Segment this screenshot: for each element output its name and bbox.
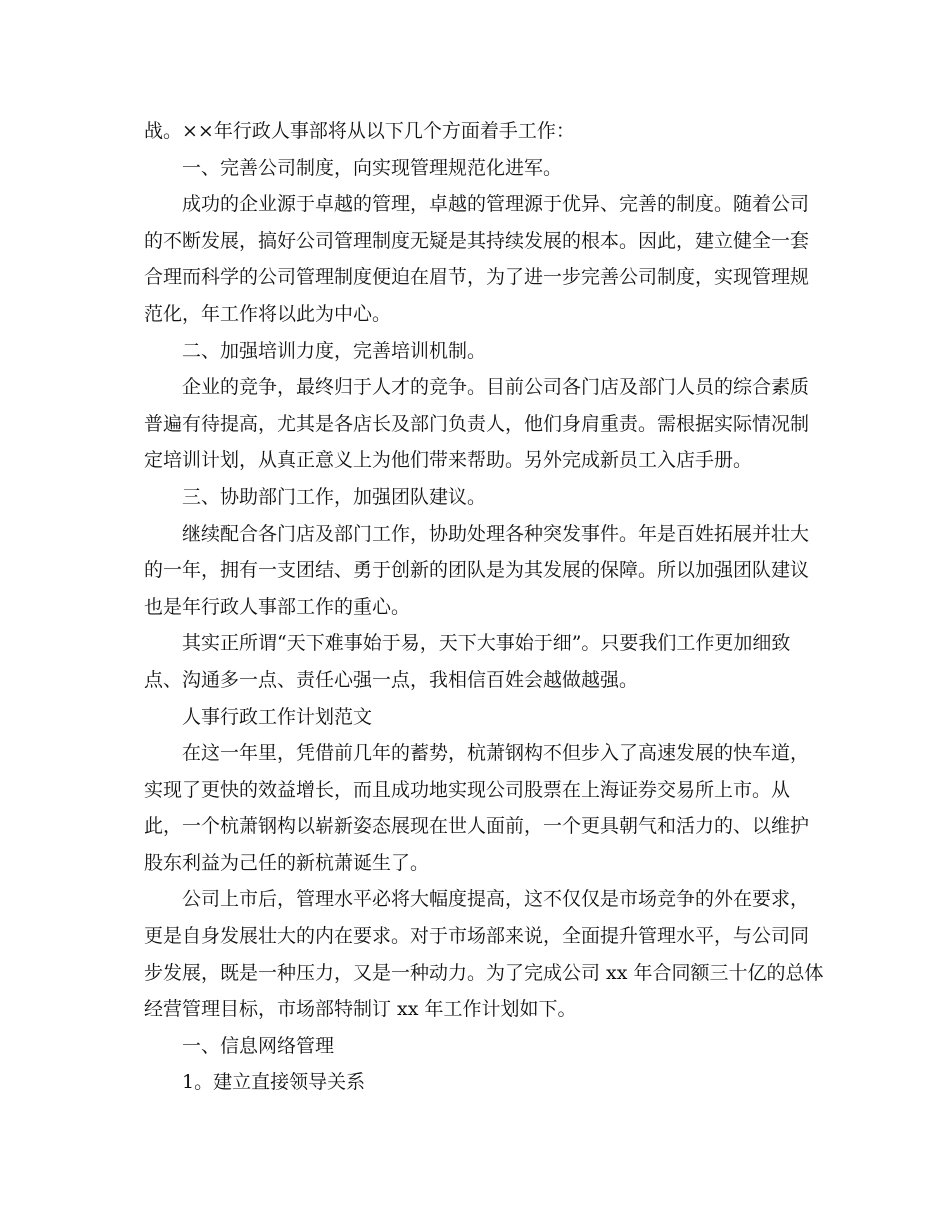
text-line: 范化，年工作将以此为中心。 <box>144 302 392 325</box>
text-line: 企业的竞争，最终归于人才的竞争。目前公司各门店及部门人员的综合素质 <box>182 376 810 399</box>
text-line: 公司上市后，管理水平必将大幅度提高，这不仅仅是市场竞争的外在要求， <box>182 888 810 911</box>
text-line: 点、沟通多一点、责任心强一点，我相信百姓会越做越强。 <box>144 668 639 691</box>
document-title: 人事行政工作计划范文 <box>182 705 373 728</box>
text-line: 合理而科学的公司管理制度便迫在眉节，为了进一步完善公司制度，实现管理规 <box>144 266 810 289</box>
section-heading: 一、信息网络管理 <box>182 1034 335 1057</box>
text-line: 继续配合各门店及部门工作，协助处理各种突发事件。年是百姓拓展并壮大 <box>182 522 810 545</box>
document-body <box>144 113 824 1101</box>
text-line: 步发展，既是一种压力，又是一种动力。为了完成公司 xx 年合同额三十亿的总体 <box>144 961 824 984</box>
text-line: 经营管理目标，市场部特制订 xx 年工作计划如下。 <box>144 998 577 1021</box>
text-line: 更是自身发展壮大的内在要求。对于市场部来说，全面提升管理水平，与公司同 <box>144 925 810 948</box>
text-line: 的不断发展，搞好公司管理制度无疑是其持续发展的根本。因此，建立健全一套 <box>144 229 810 252</box>
text-line: 股东利益为己任的新杭萧诞生了。 <box>144 851 430 874</box>
text-line: 实现了更快的效益增长，而且成功地实现公司股票在上海证券交易所上市。从 <box>144 778 791 801</box>
text-line: 在这一年里，凭借前几年的蓄势，杭萧钢构不但步入了高速发展的快车道， <box>182 742 810 765</box>
section-heading: 三、协助部门工作，加强团队建议。 <box>182 485 487 508</box>
text-line: 也是年行政人事部工作的重心。 <box>144 595 411 618</box>
section-heading: 二、加强培训力度，完善培训机制。 <box>182 339 487 362</box>
text-line: 此，一个杭萧钢构以崭新姿态展现在世人面前，一个更具朝气和活力的、以维护 <box>144 815 810 838</box>
text-line: 成功的企业源于卓越的管理，卓越的管理源于优异、完善的制度。随着公司 <box>182 193 810 216</box>
text-line: 的一年，拥有一支团结、勇于创新的团队是为其发展的保障。所以加强团队建议 <box>144 559 810 582</box>
text-line: 其实正所谓“天下难事始于易，天下大事始于细”。只要我们工作更加细致 <box>182 632 791 655</box>
section-heading: 一、完善公司制度，向实现管理规范化进军。 <box>182 156 563 179</box>
text-line: 战。××年行政人事部将从以下几个方面着手工作： <box>144 120 575 142</box>
subsection-heading: 1。建立直接领导关系 <box>182 1071 366 1094</box>
text-line: 定培训计划，从真正意义上为他们带来帮助。另外完成新员工入店手册。 <box>144 449 753 472</box>
text-line: 普遍有待提高，尤其是各店长及部门负责人，他们身肩重责。需根据实际情况制 <box>144 412 810 435</box>
